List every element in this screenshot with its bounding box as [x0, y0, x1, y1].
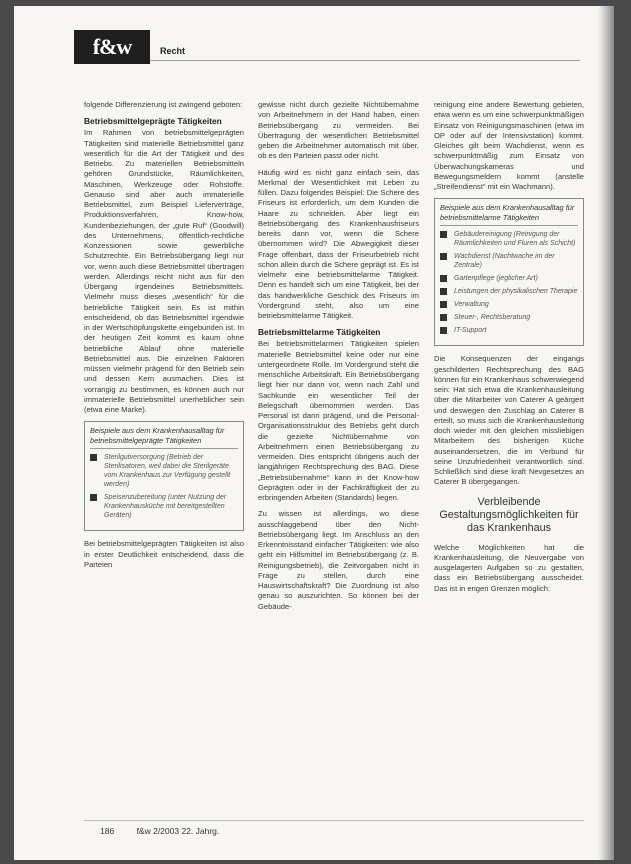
example-box-gepraegt	[84, 421, 244, 531]
box-title: Beispiele aus dem Krankenhausalltag für betriebsmittelgeprägte Tätigkeiten	[90, 426, 238, 449]
section-title: Recht	[160, 46, 186, 56]
paragraph: Bei betriebsmittelgeprägten Tätigkeiten ist also in erster Deutlichkeit entscheidend, dass die Parteien	[84, 539, 244, 569]
paragraph: Im Rahmen von betriebsmittelgeprägten Tätigkeiten sind materielle Betriebsmittel ganz wesentlich für die Art der Tätigkeit und des Betriebs. Zu materiellen Betriebsmitteln gehören Grundstücke, Räumlichkeiten, Maschinen, Werkzeuge oder Rohstoffe. Genauso sind aber auch immaterielle Betriebsmittel, zum Beispiel Lieferverträge, Produktionsverfahren, Know-how, Kundenbeziehungen, der „gute Ruf“ (Goodwill) des Unternehmens, öffentlich-rechtliche Konzessionen sowie gewerbliche Schutzrechte. Ein Betriebsübergang liegt nur vor, wenn auch diese Betriebsmittel übertragen werden. Allerdings reicht nicht aus für den Übergang irgendeines Betriebsmittels. Vielmehr muss dieses „wesentlich“ für die betriebliche Tätigkeit sein. Es ist mithin entscheidend, ob das Betriebsmittel irgendwie in der Wertschöpfungskette eingebunden ist. In der heutigen Zeit kommt es kaum ohne betriebliche Ablauf ohne materielle Betriebsmittel aus. Die einzelnen Faktoren müssen vielmehr prägend für den Betrieb sein und dessen Kern ausmachen. Dies ist vorrangig zu bestimmen, es können auch nur immaterielle Betriebsmittel unerheblicher sein (etwa eine Marke).	[84, 128, 244, 414]
list-item: Steuer-, Rechtsberatung	[440, 313, 578, 322]
fw-logo: f&w	[74, 30, 150, 64]
list-item: Gebäudereinigung (Reinigung der Räumlichkeiten und Fluren als Schicht)	[440, 230, 578, 248]
paragraph: Zu wissen ist allerdings, wo diese ausschlaggebend über den Nicht-Betriebsübergang liegt. Im Anschluss an den Erkenntnisstand einfacher Tätigkeiten: wie also geht ein Hilfsmittel im Betriebsübergang (z. B. Reinigungsbetrieb), die Zeitvorgaben nicht in Frage zu stellen, durch eine Hauswirtschaftskraft? Die Zuordnung ist also genau so auszurichten. So können bei der Gebäude-	[258, 509, 419, 611]
bullet-square-icon	[440, 301, 447, 308]
column-1	[84, 100, 244, 576]
heading-betriebsmittelarm: Betriebsmittelarme Tätigkeiten	[258, 327, 381, 338]
header-divider	[150, 60, 580, 61]
list-item: Leistungen der physikalischen Therapie	[440, 287, 578, 296]
bullet-square-icon	[440, 275, 447, 282]
column-3	[434, 100, 584, 600]
list-item: Speisenzubereitung (unter Nutzung der Krankenhausküche mit bereitgestellten Geräten)	[90, 493, 238, 520]
issue-info: f&w 2/2003 22. Jahrg.	[136, 826, 220, 836]
list-item: Wachdienst (Nachtwache im der Zentrale)	[440, 252, 578, 270]
paragraph: Bei betriebsmittelarmen Tätigkeiten spielen materielle Betriebsmittel keine oder nur eine untergeordnete Rolle. Im Vordergrund steht die menschliche Arbeitskraft. Ein Betriebsübergang liegt hier nur dann vor, wenn nach Zahl und Sachkunde ein wesentlicher Teil der Belegschaft übernommen werden. Das Personal ist dann prägend, und die Personal-Organisationsstruktur des Betriebs geht durch die gezielte Nichtübernahme von Arbeitnehmern einen Betriebsübergang zu vermeiden. Dies entspricht übrigens auch der langjährigen Rechtsprechung des BAG. Diese „Betriebsübernahme“ kann in der Know-how Geprägten oder in der Fachkräftigkeit der zu erbringenden Arbeiten (Standards) liegen.	[258, 339, 419, 502]
list-item: IT-Support	[440, 326, 578, 335]
page-number: 186	[100, 826, 115, 836]
page-edge-shadow	[598, 6, 614, 860]
heading-betriebsmittelgepraegt: Betriebsmittelgeprägte Tätigkeiten	[84, 116, 222, 127]
example-list	[440, 230, 578, 335]
bullet-square-icon	[440, 288, 447, 295]
bullet-square-icon	[90, 494, 97, 501]
box-title: Beispiele aus dem Krankenhausalltag für betriebsmittelarme Tätigkeiten	[440, 203, 578, 226]
bullet-square-icon	[440, 231, 447, 238]
list-item: Gartenpflege (jeglicher Art)	[440, 274, 578, 283]
list-item: Sterilgutversorgung (Betrieb der Sterilisatoren, weil dabei die Sterilgeräte vom Krankenhaus zur Verfügung gestellt werden)	[90, 453, 238, 489]
bullet-square-icon	[440, 314, 447, 321]
bullet-square-icon	[440, 327, 447, 334]
bullet-square-icon	[440, 253, 447, 260]
paragraph: gewisse nicht durch gezielte Nichtübernahme von Arbeitnehmern in der Hand haben, einen Betriebsübergang zu vermeiden. Bei Übertragung der wesentlichen Betriebsmittel geben die Arbeitnehmer automatisch mit über, ob es den Parteien passt oder nicht.	[258, 100, 419, 161]
intro-text: folgende Differenzierung ist zwingend geboten:	[84, 100, 243, 109]
paragraph: reinigung eine andere Bewertung gebieten, etwa wenn es um eine schwerpunktmäßigen Einsatz von Reinigungsmaschinen (etwa im OP oder auf der Intensivstation) kommt. Gleiches gilt beim Wachdienst, wenn es schwerpunktmäßig zum Einsatz von Überwachungskameras und Bewegungsmeldern kommt (anstelle „Streifendienst“ mit ein Wachmann).	[434, 100, 584, 191]
example-box-arm	[434, 198, 584, 346]
column-2	[258, 100, 419, 618]
paragraph: Die Konsequenzen der eingangs geschilderten Rechtsprechung des BAG können für ein Krankenhaus schwerwiegend sein: Hat sich etwa die Krankenhausleitung über die Mitarbeiter von Caterer A geärgert und deswegen den Zuschlag an Caterer B erteilt, so muss sich die Krankenhausleitung doch wieder mit den gleichen missliebigen Mitarbeitern des bisherigen Küche auseinandersetzen, die im Verbund für seine Unzufriedenheit verantwortlich sind. Schließlich sind diese kraft Nevgesetzes an Caterer B übergegangen.	[434, 354, 584, 487]
paragraph: Häufig wird es nicht ganz einfach sein, das Merkmal der Wesentlichkeit mit Leben zu füllen. Dazu folgendes Beispiel: Die Schere des Friseurs ist erforderlich, um dem Kunden die Haare zu schneiden. Aber liegt ein Betriebsübergang des Krankenhausfriseurs bereits dann vor, wenn die Schere übernommen wird? Die Abwegigkeit dieser Frage offenbart, dass der Friseurbetrieb nicht schon allein durch die Schere geprägt ist. Es ist vielmehr eine betriebsmittelarme Tätigkeit. Denn es handelt sich um eine Tätigkeit, bei der das handwerkliche Geschick des Friseurs im Vordergrund steht, also um eine betriebsmittelarme Tätigkeit.	[258, 167, 419, 320]
subheading-gestaltung: Verbleibende Gestaltungsmöglichkeiten für das Krankenhaus	[439, 495, 579, 534]
footer	[100, 826, 239, 836]
paragraph: Welche Möglichkeiten hat die Krankenhausleitung, die Neuvergabe von ausgelagerten Aufgaben so zu gestalten, dass ein Betriebsübergang ausscheidet. Das ist in engen Grenzen möglich:	[434, 542, 584, 593]
bullet-square-icon	[90, 454, 97, 461]
example-list	[90, 453, 238, 520]
list-item: Verwaltung	[440, 300, 578, 309]
footer-divider	[84, 820, 584, 821]
